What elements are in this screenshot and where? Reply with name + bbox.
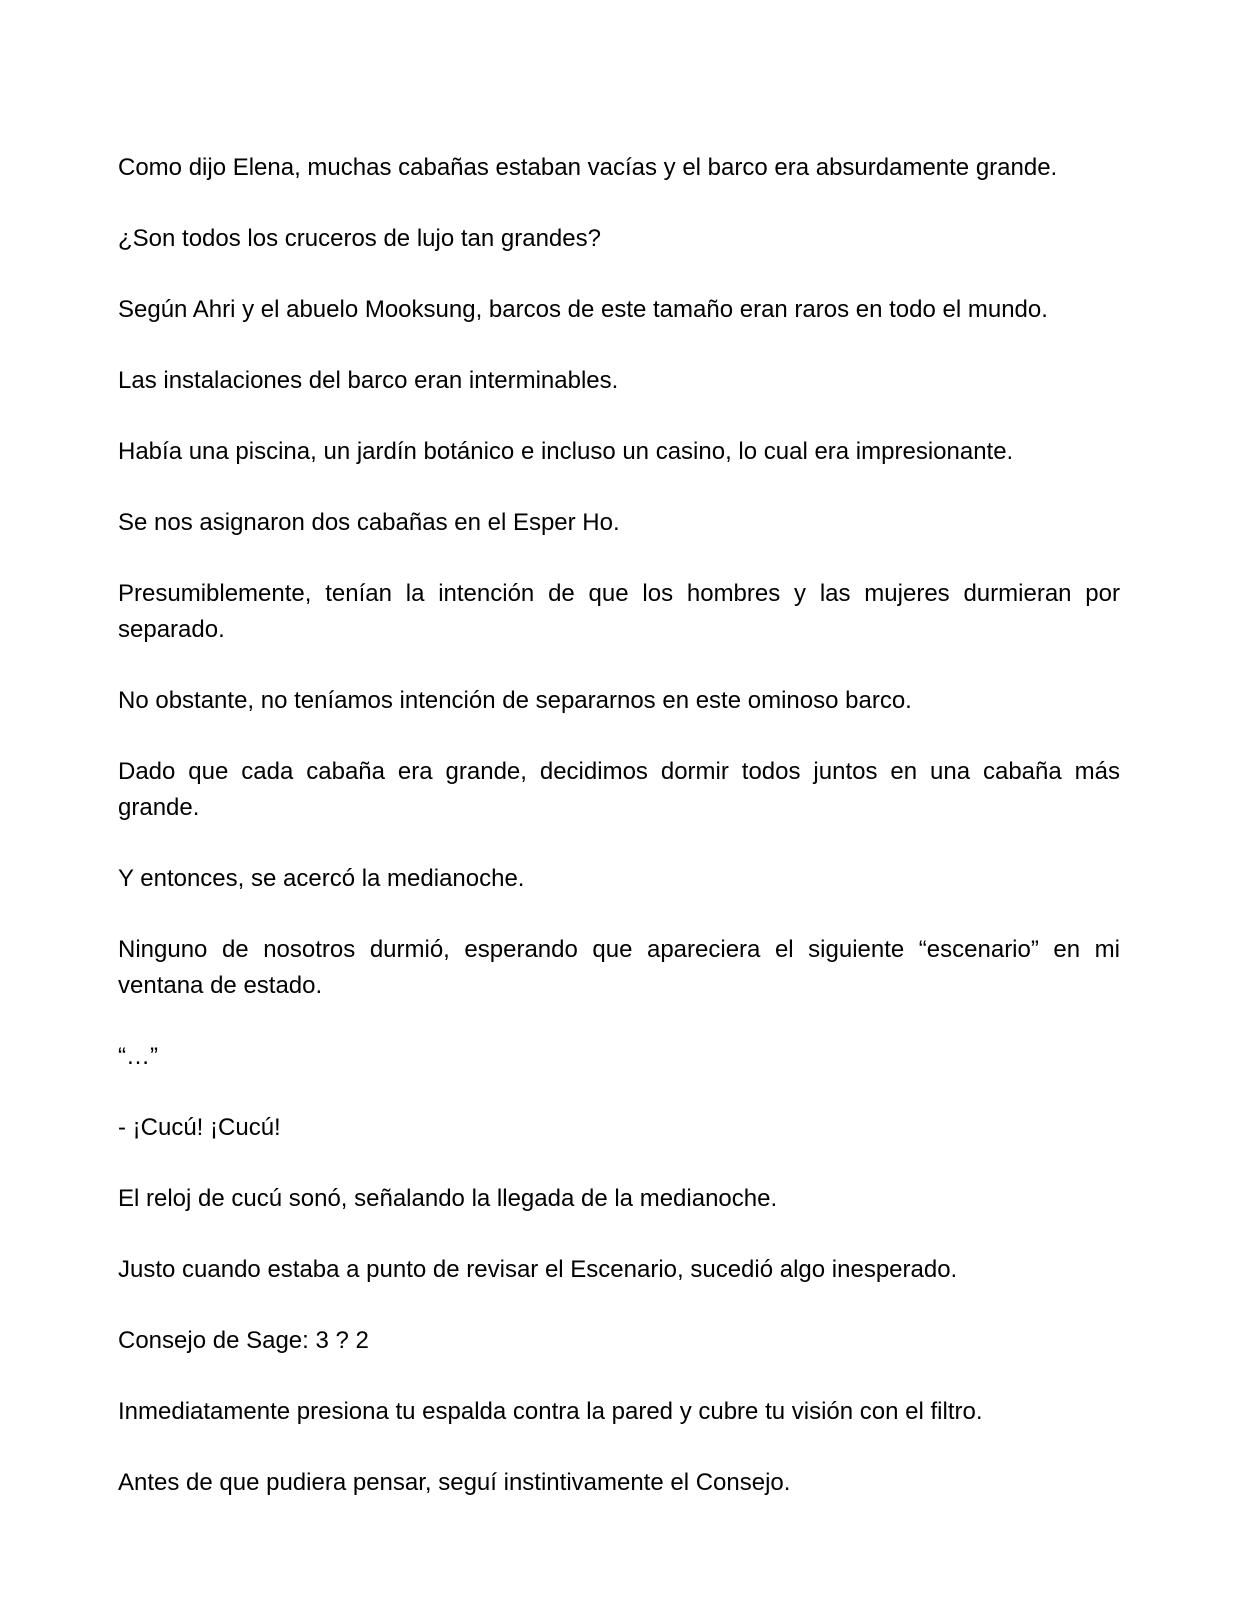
paragraph-12: “…” (118, 1043, 158, 1070)
paragraph-6: Se nos asignaron dos cabañas en el Esper Ho. (118, 509, 620, 536)
paragraph-4: Las instalaciones del barco eran interminables. (118, 367, 619, 394)
paragraph-16: Consejo de Sage: 3 ? 2 (118, 1327, 369, 1354)
paragraph-17: Inmediatamente presiona tu espalda contra la pared y cubre tu visión con el filtro. (118, 1398, 983, 1425)
paragraph-3: Según Ahri y el abuelo Mooksung, barcos de este tamaño eran raros en todo el mundo. (118, 296, 1048, 323)
paragraph-10: Y entonces, se acercó la medianoche. (118, 865, 525, 892)
paragraph-11: Ninguno de nosotros durmió, esperando que apareciera el siguiente “escenario” en mi ventana de estado. (118, 936, 1120, 999)
paragraph-14: El reloj de cucú sonó, señalando la llegada de la medianoche. (118, 1185, 778, 1212)
paragraph-2: ¿Son todos los cruceros de lujo tan grandes? (118, 225, 601, 252)
paragraph-1: Como dijo Elena, muchas cabañas estaban vacías y el barco era absurdamente grande. (118, 154, 1058, 181)
paragraph-18: Antes de que pudiera pensar, seguí instintivamente el Consejo. (118, 1469, 791, 1496)
paragraph-9: Dado que cada cabaña era grande, decidimos dormir todos juntos en una cabaña más grande. (118, 758, 1120, 821)
paragraph-7: Presumiblemente, tenían la intención de que los hombres y las mujeres durmieran por separado. (118, 580, 1120, 643)
paragraph-8: No obstante, no teníamos intención de separarnos en este ominoso barco. (118, 687, 912, 714)
paragraph-15: Justo cuando estaba a punto de revisar el Escenario, sucedió algo inesperado. (118, 1256, 958, 1283)
paragraph-5: Había una piscina, un jardín botánico e incluso un casino, lo cual era impresionante. (118, 438, 1014, 465)
document-body (118, 150, 1120, 1501)
paragraph-13: - ¡Cucú! ¡Cucú! (118, 1114, 281, 1141)
